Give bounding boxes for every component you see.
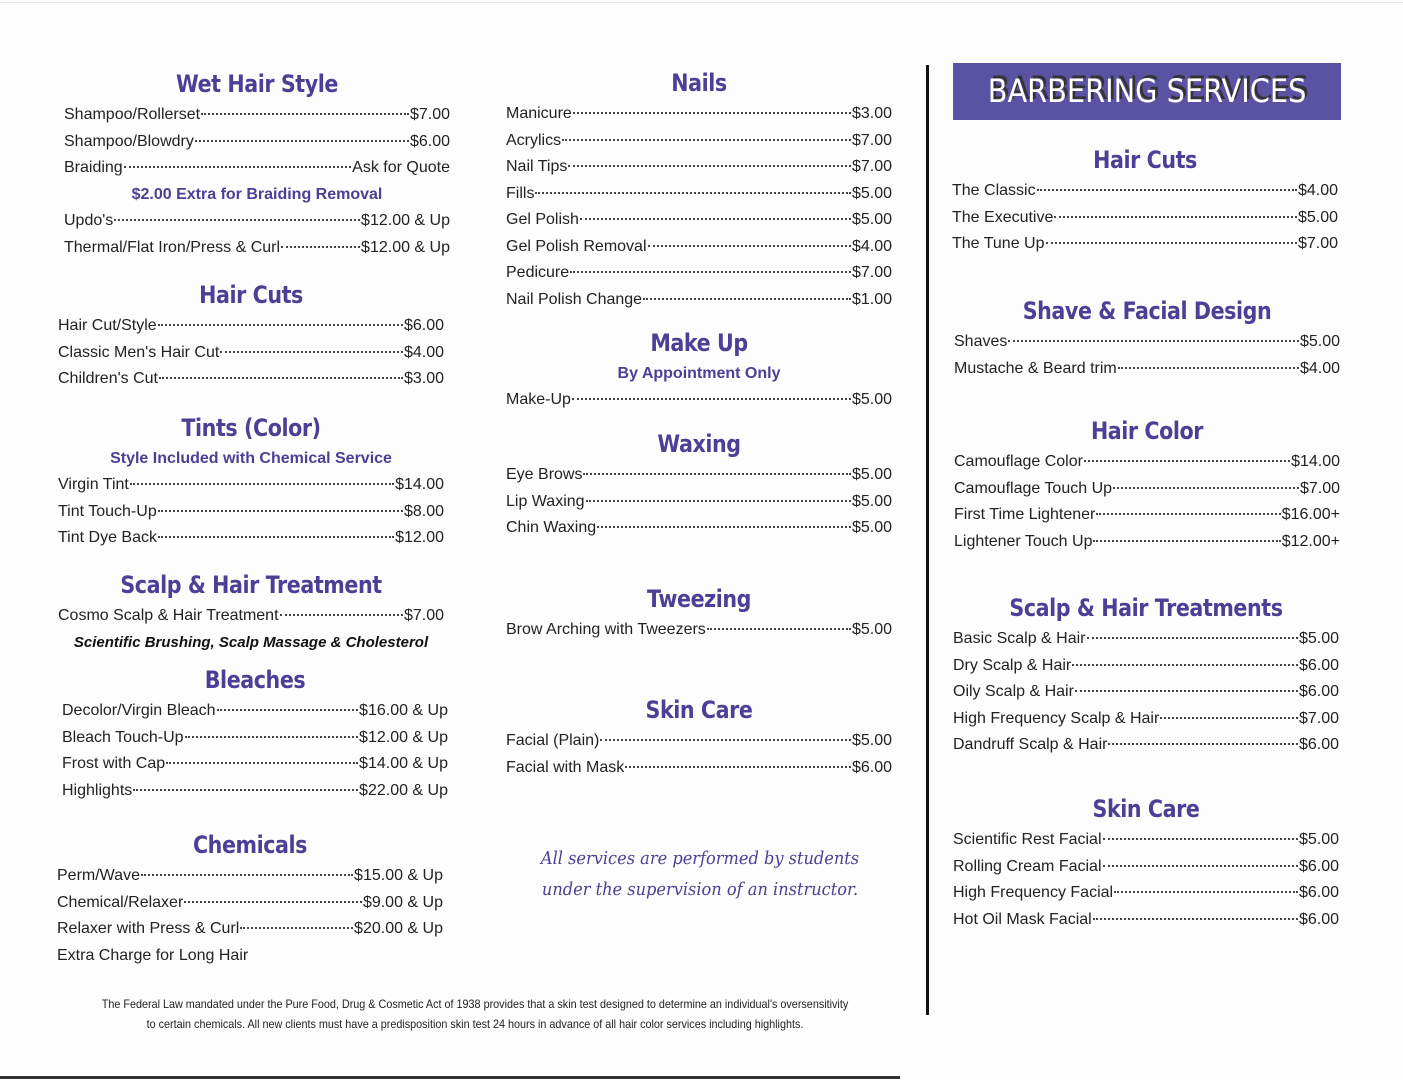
dot-leader: [586, 500, 851, 502]
service-name: Acrylics: [506, 131, 562, 149]
dot-leader: [124, 166, 351, 168]
service-name: Manicure: [506, 105, 572, 122]
section-nails: [506, 65, 892, 313]
service-price: $16.00 & Up: [359, 702, 448, 719]
price-list-item: [953, 679, 1339, 706]
service-name: Bleach Touch-Up: [62, 728, 184, 746]
dot-leader: [600, 739, 851, 741]
students-note-line: All services are performed by students: [540, 848, 860, 869]
service-price: $12.00 & Up: [361, 212, 450, 229]
dot-leader: [114, 219, 360, 221]
dot-leader: [220, 351, 403, 353]
service-price: $6.00: [1298, 884, 1339, 901]
service-name: Classic Men's Hair Cut: [58, 343, 220, 361]
column-divider: [926, 65, 929, 1015]
section-heading: Bleaches: [204, 666, 306, 694]
price-list-item: [953, 653, 1339, 680]
service-name: Scientific Rest Facial: [953, 831, 1102, 848]
dot-leader: [158, 536, 394, 538]
section-bleaches: [62, 662, 448, 804]
service-name: Dandruff Scalp & Hair: [953, 736, 1108, 753]
banner-text: BARBERING SERVICES: [987, 72, 1307, 110]
price-list-item: [57, 890, 443, 917]
service-price: $14.00: [1291, 453, 1340, 470]
service-price: $7.00: [403, 607, 444, 624]
dot-leader: [1087, 637, 1298, 639]
service-price: $5.00: [1298, 831, 1339, 848]
price-list-item: [954, 356, 1340, 383]
section-tints: [58, 410, 444, 552]
service-name: Virgin Tint: [58, 476, 129, 493]
dot-leader: [1093, 540, 1280, 542]
price-list-item: [506, 728, 892, 755]
students-note-line: under the supervision of an instructor.: [541, 879, 859, 900]
service-name: Gel Polish: [506, 211, 579, 228]
section-scalp-hair-treatments: [953, 590, 1339, 759]
price-list-item: [506, 462, 892, 489]
price-list-item: [954, 476, 1340, 503]
service-price: $12.00: [395, 529, 444, 546]
service-name: Decolor/Virgin Bleach: [62, 702, 216, 719]
service-name: Shampoo/Rollerset: [64, 106, 201, 123]
service-price: $6.00: [1298, 857, 1339, 875]
section-chemicals: [57, 827, 443, 969]
section-note: Scientific Brushing, Scalp Massage & Cholesterol: [73, 633, 429, 651]
service-name: Frost with Cap: [62, 755, 166, 772]
dot-leader: [1054, 216, 1297, 218]
price-list-item: [58, 340, 444, 367]
service-name: Basic Scalp & Hair: [953, 630, 1086, 647]
dot-leader: [158, 324, 403, 326]
section-make-up: [506, 325, 892, 414]
dot-leader: [1072, 664, 1298, 666]
service-name: Perm/Wave: [57, 867, 140, 884]
price-list-item: [58, 603, 444, 630]
price-list-item: [506, 101, 892, 128]
dot-leader: [1075, 690, 1298, 692]
price-list-item: [506, 617, 892, 644]
section-heading: Hair Cuts: [1093, 146, 1197, 174]
price-list-item: [58, 472, 444, 499]
service-name: Shampoo/Blowdry: [64, 132, 194, 150]
price-list-item: [953, 880, 1339, 907]
service-name: Cosmo Scalp & Hair Treatment: [58, 607, 279, 624]
dot-leader: [1037, 189, 1297, 191]
section-heading: Chemicals: [192, 831, 308, 859]
price-list-item: [506, 287, 892, 314]
section-subtitle: Style Included with Chemical Service: [110, 450, 392, 467]
service-price: $5.00: [851, 621, 892, 638]
price-list-item: [58, 366, 444, 393]
service-price: $5.00: [1297, 208, 1338, 226]
dot-leader: [133, 789, 358, 791]
service-name: Relaxer with Press & Curl: [57, 920, 240, 937]
section-wet-hair-style: [64, 66, 450, 261]
service-price: $4.00: [851, 237, 892, 255]
price-list-item: [506, 128, 892, 155]
dot-leader: [1008, 340, 1299, 342]
service-price: $3.00: [851, 105, 892, 122]
section-barber-skin-care: [953, 791, 1339, 933]
section-heading: Waxing: [657, 430, 741, 458]
price-list-item: [64, 129, 450, 156]
service-price: $12.00 & Up: [359, 728, 448, 746]
section-hair-color: [954, 413, 1340, 555]
service-name: Lip Waxing: [506, 492, 585, 510]
service-price: $7.00: [1299, 479, 1340, 497]
service-name: The Tune Up: [952, 235, 1045, 252]
price-list-item: [57, 863, 443, 890]
dot-leader: [201, 113, 409, 115]
footer-line: to certain chemicals. All new clients must have a predisposition skin test 24 hours in advance of all hair color services including highlights.: [146, 1017, 804, 1031]
section-tweezing: [506, 581, 892, 644]
service-price: $6.00: [1298, 656, 1339, 674]
price-list-item: [64, 235, 450, 262]
section-heading: Tints (Color): [181, 414, 321, 442]
price-list-item: [954, 449, 1340, 476]
service-name: Mustache & Beard trim: [954, 359, 1117, 377]
section-heading: Scalp & Hair Treatment: [120, 571, 382, 599]
section-heading: Scalp & Hair Treatments: [1009, 594, 1283, 622]
price-list-item: [953, 827, 1339, 854]
service-name: Camouflage Color: [954, 453, 1083, 470]
service-name: Braiding: [64, 159, 123, 176]
service-price: Ask for Quote: [352, 159, 450, 176]
service-price: $6.00: [1298, 736, 1339, 753]
service-name: Gel Polish Removal: [506, 237, 647, 255]
price-list-item: [506, 515, 892, 542]
dot-leader: [159, 377, 403, 379]
service-name: Make-Up: [506, 391, 571, 408]
price-list-item: [953, 706, 1339, 733]
service-price: $6.00: [409, 132, 450, 150]
service-price: $7.00: [851, 158, 892, 175]
dot-leader: [185, 736, 358, 738]
price-list-item: [58, 313, 444, 340]
service-price: $20.00 & Up: [354, 920, 443, 937]
section-subtitle: By Appointment Only: [617, 365, 781, 382]
price-list-item: [954, 329, 1340, 356]
service-name: Pedicure: [506, 264, 570, 281]
price-list-item: [953, 732, 1339, 759]
service-price: $12.00+: [1281, 532, 1340, 550]
price-list-item: [506, 234, 892, 261]
price-list-item: [953, 907, 1339, 934]
service-price: $15.00 & Up: [354, 867, 443, 884]
service-price: $6.00: [1298, 683, 1339, 700]
service-price: $7.00: [1298, 709, 1339, 727]
service-name: Brow Arching with Tweezers: [506, 621, 706, 638]
service-price: $5.00: [851, 519, 892, 536]
dot-leader: [573, 112, 851, 114]
price-list-item: [506, 489, 892, 516]
dot-leader: [625, 766, 851, 768]
service-name: Nail Polish Change: [506, 290, 643, 308]
service-price: $7.00: [851, 131, 892, 149]
dot-leader: [217, 709, 358, 711]
service-name: The Executive: [952, 208, 1054, 226]
section-heading: Nails: [671, 69, 727, 97]
price-list-item: [952, 205, 1338, 232]
service-name: Thermal/Flat Iron/Press & Curl: [64, 238, 281, 256]
service-price: $5.00: [851, 211, 892, 228]
service-price: $5.00: [851, 732, 892, 749]
dot-leader: [1113, 487, 1299, 489]
service-price: $5.00: [1298, 630, 1339, 647]
dot-leader: [535, 192, 851, 194]
price-list-item: [952, 178, 1338, 205]
scan-edge: [0, 1076, 900, 1079]
service-price: $22.00 & Up: [359, 781, 448, 799]
price-list-item: [58, 499, 444, 526]
service-price: $8.00: [403, 502, 444, 520]
price-list-item: [954, 529, 1340, 556]
price-list-item: [57, 916, 443, 943]
dot-leader: [1103, 865, 1298, 867]
service-name: Fills: [506, 184, 535, 202]
service-price: $14.00 & Up: [359, 755, 448, 772]
dot-leader: [280, 614, 403, 616]
section-barber-hair-cuts: [952, 142, 1338, 258]
service-name: Nail Tips: [506, 158, 568, 175]
service-name: Tint Dye Back: [58, 529, 157, 546]
price-list-item: [64, 102, 450, 129]
service-price: $7.00: [409, 106, 450, 123]
price-list-item: [62, 725, 448, 752]
service-name: Tint Touch-Up: [58, 502, 157, 520]
service-name: High Frequency Scalp & Hair: [953, 709, 1160, 727]
service-price: $4.00: [1299, 359, 1340, 377]
price-list-item: [506, 387, 892, 414]
service-price: $6.00: [851, 758, 892, 776]
dot-leader: [1096, 513, 1280, 515]
section-scalp-hair-treatment: [58, 567, 444, 656]
dot-leader: [707, 628, 851, 630]
service-price: $6.00: [1298, 910, 1339, 928]
dot-leader: [1108, 743, 1298, 745]
dot-leader: [240, 927, 353, 929]
service-price: $5.00: [851, 466, 892, 483]
price-list-item: [506, 181, 892, 208]
dot-leader: [1114, 891, 1298, 893]
service-price: $16.00+: [1281, 506, 1340, 523]
price-list-item: [506, 154, 892, 181]
service-name: Dry Scalp & Hair: [953, 656, 1072, 674]
service-price: $3.00: [403, 370, 444, 387]
service-name: Eye Brows: [506, 466, 583, 483]
service-name: Lightener Touch Up: [954, 532, 1093, 550]
service-name: First Time Lightener: [954, 506, 1096, 523]
dot-leader: [1046, 242, 1297, 244]
dot-leader: [568, 165, 851, 167]
dot-leader: [158, 510, 403, 512]
price-list-item: [506, 755, 892, 782]
service-name: Updo's: [64, 212, 114, 229]
price-list-item: [506, 207, 892, 234]
section-hair-cuts: [58, 277, 444, 393]
section-heading: Shave & Facial Design: [1022, 297, 1272, 325]
students-note: [538, 843, 862, 905]
dot-leader: [1160, 717, 1298, 719]
service-name: High Frequency Facial: [953, 884, 1114, 901]
price-list-item: [58, 525, 444, 552]
section-heading: Make Up: [650, 329, 748, 357]
service-name: Shaves: [954, 333, 1008, 350]
section-heading: Hair Cuts: [199, 281, 303, 309]
service-name: Chemical/Relaxer: [57, 893, 184, 911]
service-name: Hot Oil Mask Facial: [953, 910, 1092, 928]
service-price: $5.00: [851, 492, 892, 510]
footer-line: The Federal Law mandated under the Pure Food, Drug & Cosmetic Act of 1938 provides that a skin test designed to determine an individual's oversensitivity: [101, 997, 849, 1011]
dot-leader: [572, 398, 851, 400]
dot-leader: [195, 140, 409, 142]
dot-leader: [597, 526, 851, 528]
section-heading: Skin Care: [645, 696, 753, 724]
price-list-item: [64, 208, 450, 235]
dot-leader: [184, 901, 362, 903]
dot-leader: [1103, 838, 1298, 840]
service-price: $14.00: [395, 476, 444, 493]
dot-leader: [562, 139, 851, 141]
service-price: $7.00: [1297, 235, 1338, 252]
dot-leader: [130, 483, 394, 485]
service-name: Highlights: [62, 781, 133, 799]
service-name: Facial with Mask: [506, 758, 625, 776]
service-price: $6.00: [403, 317, 444, 334]
service-name: Facial (Plain): [506, 732, 600, 749]
service-price: $5.00: [851, 184, 892, 202]
service-price: $7.00: [851, 264, 892, 281]
service-price: $12.00 & Up: [361, 238, 450, 256]
section-shave-facial-design: [954, 293, 1340, 382]
service-price: $1.00: [851, 290, 892, 308]
section-skin-care: [506, 692, 892, 781]
section-waxing: [506, 426, 892, 542]
section-heading: Wet Hair Style: [176, 70, 338, 98]
dot-leader: [1118, 367, 1299, 369]
service-name: Children's Cut: [58, 370, 158, 387]
service-name: Rolling Cream Facial: [953, 857, 1102, 875]
price-list-item: [62, 698, 448, 725]
dot-leader: [166, 762, 358, 764]
scan-edge: [0, 2, 1403, 3]
section-note: $2.00 Extra for Braiding Removal: [131, 185, 383, 203]
dot-leader: [141, 874, 353, 876]
barbering-services-banner: [953, 63, 1341, 120]
price-list-item: [953, 854, 1339, 881]
dot-leader: [281, 246, 360, 248]
service-name: Camouflage Touch Up: [954, 479, 1113, 497]
price-list-item: [506, 260, 892, 287]
dot-leader: [648, 245, 851, 247]
dot-leader: [570, 271, 851, 273]
service-name: Extra Charge for Long Hair: [57, 946, 249, 964]
service-price: $9.00 & Up: [362, 893, 443, 911]
price-list-item: [62, 778, 448, 805]
service-name: Oily Scalp & Hair: [953, 683, 1074, 700]
service-price: $4.00: [1297, 182, 1338, 199]
service-price: $4.00: [403, 343, 444, 361]
dot-leader: [580, 218, 851, 220]
legal-footer: [102, 994, 849, 1034]
service-name: The Classic: [952, 182, 1036, 199]
section-heading: Hair Color: [1090, 417, 1204, 445]
section-heading: Skin Care: [1092, 795, 1200, 823]
dot-leader: [643, 298, 851, 300]
price-list-item: [953, 626, 1339, 653]
dot-leader: [1084, 460, 1290, 462]
section-heading: Tweezing: [646, 585, 751, 613]
service-name: Hair Cut/Style: [58, 317, 157, 334]
dot-leader: [1093, 918, 1298, 920]
price-list-item: [57, 943, 443, 970]
service-price: $5.00: [1299, 333, 1340, 350]
price-list-item: [952, 231, 1338, 258]
price-list-item: [954, 502, 1340, 529]
price-list-item: [62, 751, 448, 778]
service-price: $5.00: [851, 391, 892, 408]
service-name: Chin Waxing: [506, 519, 597, 536]
price-list-item: [64, 155, 450, 182]
dot-leader: [583, 473, 850, 475]
